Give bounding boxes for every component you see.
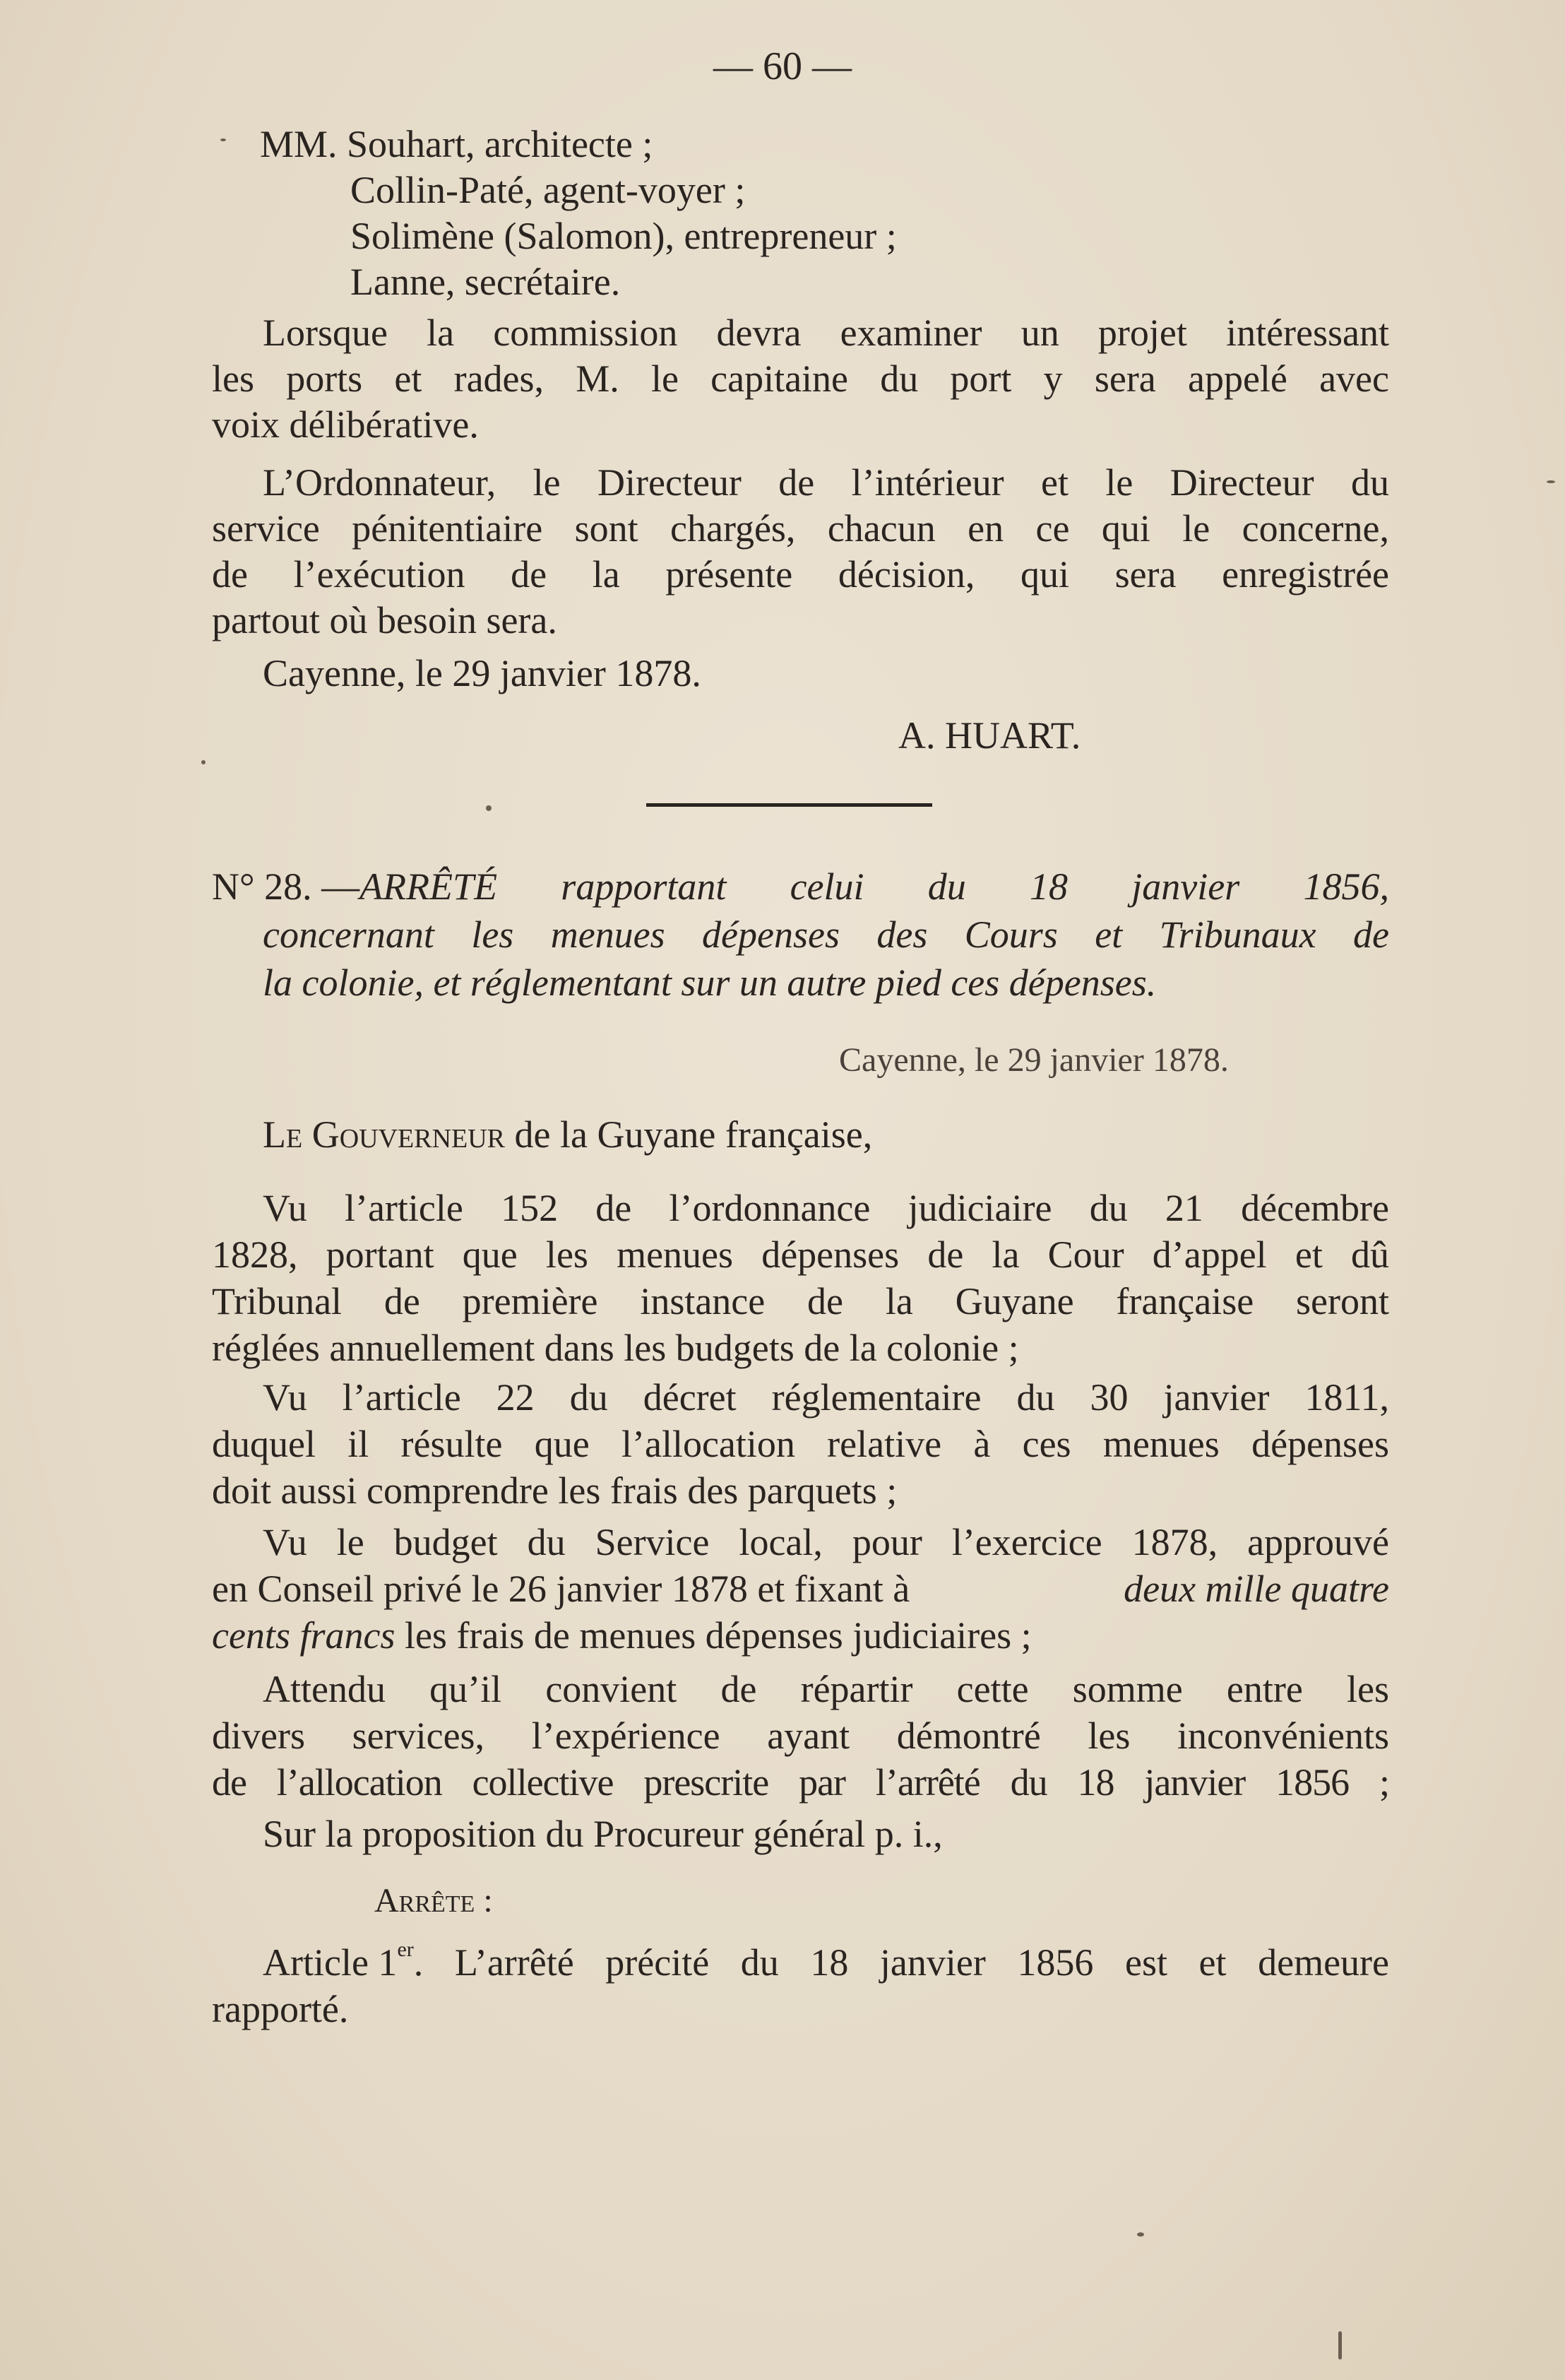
member-line-3: Solimène (Salomon), entrepreneur ; <box>350 215 897 257</box>
para-exec-line-4: partout où besoin sera. <box>212 599 557 641</box>
article1-sup: er <box>397 1938 414 1961</box>
vu1-line-1: Vu l’article 152 de l’ordonnance judiciaire du 21 décembre <box>263 1187 1389 1229</box>
vu3-line-2a: en Conseil privé le 26 janvier 1878 et fixant à <box>212 1568 910 1610</box>
governor-line <box>263 1111 872 1158</box>
signature: A. HUART. <box>898 714 1081 757</box>
vu2-line-1: Vu l’article 22 du décret réglementaire du 30 janvier 1811, <box>263 1376 1389 1419</box>
arrete-title-line-1 <box>212 863 1389 910</box>
governor-rest: de la Guyane française, <box>505 1113 873 1156</box>
scan-speck <box>220 138 226 141</box>
vu1-line-3: Tribunal de première instance de la Guyane française seront <box>212 1280 1389 1322</box>
vu3-line-1: Vu le budget du Service local, pour l’exercice 1878, approuvé <box>263 1521 1389 1563</box>
vu3-line-3b: les frais de menues dépenses judiciaires ; <box>395 1614 1032 1657</box>
vu1-line-2: 1828, portant que les menues dépenses de la Cour d’appel et dû <box>212 1233 1389 1276</box>
article1-label: Article 1 <box>263 1941 398 1984</box>
arrete-number: N° 28. — <box>212 865 360 908</box>
member-line-2: Collin-Paté, agent-voyer ; <box>350 169 746 211</box>
article1-line-2: rapporté. <box>212 1988 349 2030</box>
place-date-1: Cayenne, le 29 janvier 1878. <box>263 652 701 694</box>
arrete-label: Arrête : <box>374 1882 493 1919</box>
attendu-line-3: de l’allocation collective prescrite par l’arrêté du 18 janvier 1856 ; <box>212 1761 1389 1804</box>
para-exec-line-3: de l’exécution de la présente décision, qui sera enregistrée <box>212 553 1389 596</box>
para-ports-line-2: les ports et rades, M. le capitaine du port y sera appelé avec <box>212 357 1389 400</box>
scan-speck <box>1338 2331 1342 2360</box>
place-date-2: Cayenne, le 29 janvier 1878. <box>839 1041 1229 1079</box>
vu3-line-3 <box>212 1612 1032 1659</box>
vu3-amount: deux mille quatre <box>1124 1568 1389 1610</box>
attendu-line-2: divers services, l’expérience ayant démontré les inconvénients <box>212 1715 1389 1757</box>
governor-label: Le Gouverneur <box>263 1113 506 1156</box>
member-line-1: MM. Souhart, architecte ; <box>260 123 653 165</box>
vu1-line-4: réglées annuellement dans les budgets de la colonie ; <box>212 1327 1019 1369</box>
section-divider <box>646 803 932 807</box>
scan-speck <box>486 805 492 811</box>
attendu-line-1: Attendu qu’il convient de répartir cette somme entre les <box>263 1668 1389 1710</box>
scan-speck <box>201 760 206 764</box>
scan-speck <box>1137 2232 1144 2237</box>
vu3-amount-cont: cents francs <box>212 1614 395 1657</box>
sur-proposition: Sur la proposition du Procureur général p. i., <box>263 1813 943 1855</box>
para-exec-line-2: service pénitentiaire sont chargés, chacun en ce qui le concerne, <box>212 507 1389 550</box>
article1-text: . L’arrêté précité du 18 janvier 1856 est et demeure <box>413 1941 1389 1984</box>
arrete-title-text-1: ARRÊTÉ rapportant celui du 18 janvier 1856, <box>359 865 1389 908</box>
para-exec-line-1: L’Ordonnateur, le Directeur de l’intérieur et le Directeur du <box>263 461 1389 504</box>
page-number: — 60 — <box>713 45 852 88</box>
vu3-line-2 <box>212 1565 1389 1612</box>
article1-line-1 <box>263 1939 1389 1986</box>
member-line-4: Lanne, secrétaire. <box>350 261 621 303</box>
scan-speck <box>1547 480 1555 483</box>
vu2-line-3: doit aussi comprendre les frais des parquets ; <box>212 1469 898 1512</box>
arrete-title-line-3: la colonie, et réglementant sur un autre pied ces dépenses. <box>263 961 1157 1004</box>
para-ports-line-1: Lorsque la commission devra examiner un projet intéressant <box>263 312 1389 354</box>
arrete-title-line-2: concernant les menues dépenses des Cours et Tribunaux de <box>263 913 1389 956</box>
vu2-line-2: duquel il résulte que l’allocation relative à ces menues dépenses <box>212 1423 1389 1465</box>
para-ports-line-3: voix délibérative. <box>212 403 479 446</box>
